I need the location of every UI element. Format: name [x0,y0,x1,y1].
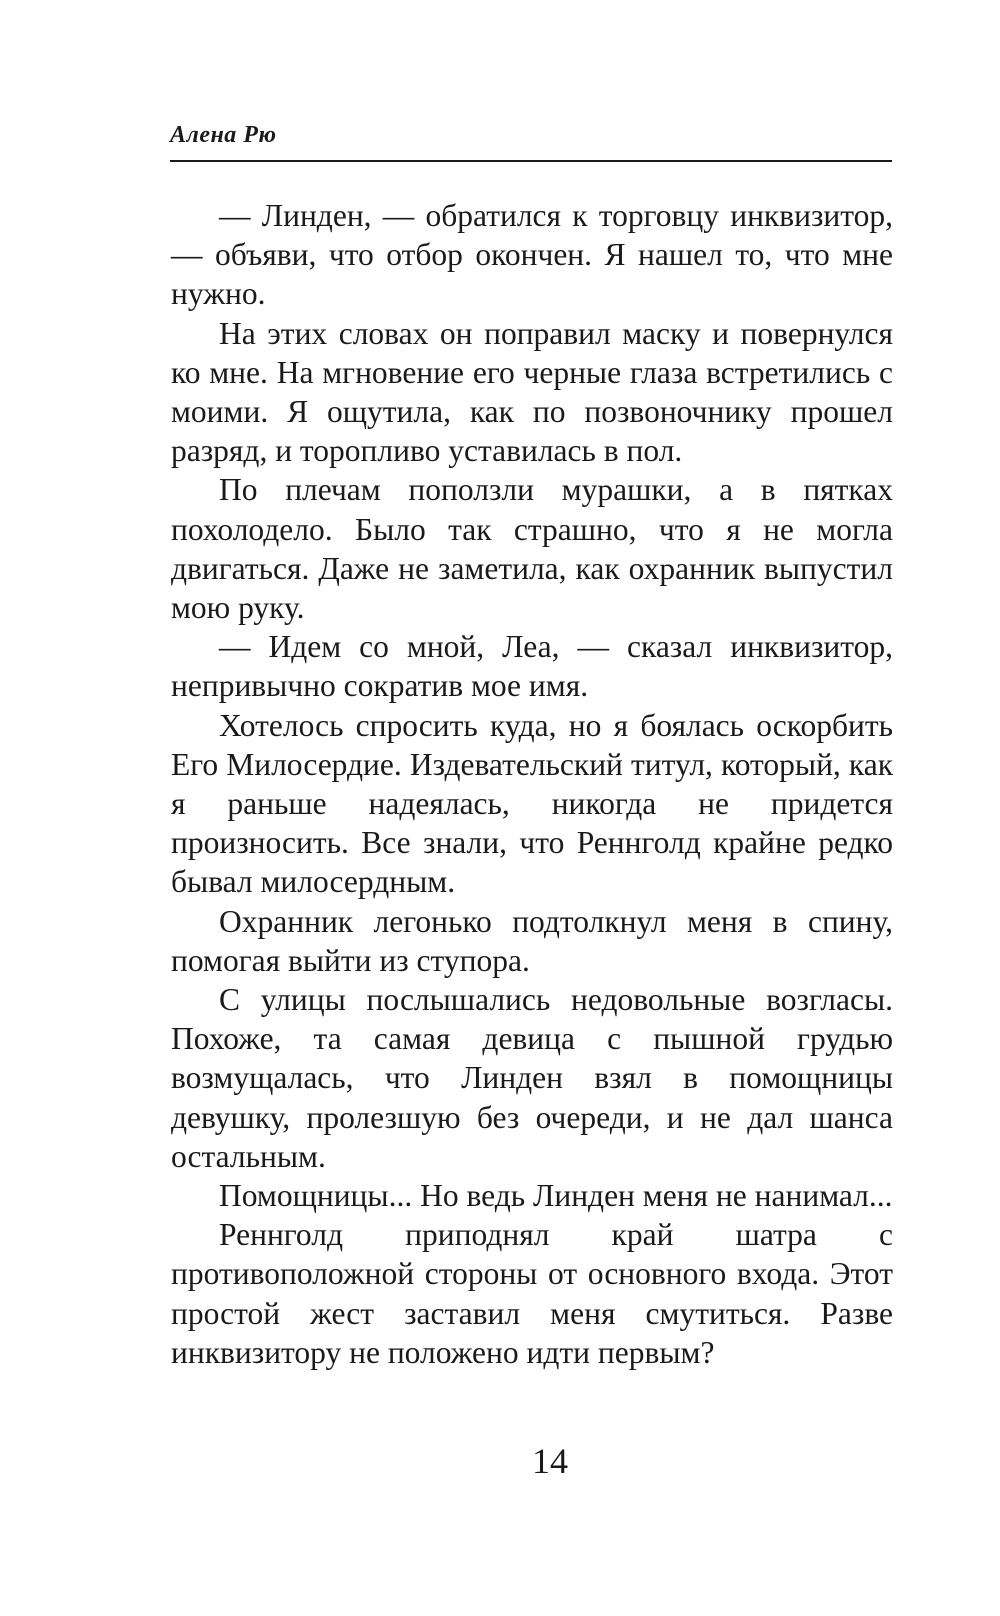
paragraph: — Идем со мной, Леа, — сказал инквизитор, непривычно сократив мое имя. [171,629,893,704]
paragraph: Реннголд приподнял край шатра с противоположной стороны от основного входа. Этот простой жест заставил меня смутиться. Разве инквизитору не положено идти первым? [171,1217,893,1370]
paragraph: Охранник легонько подтолкнул меня в спину, помогая выйти из ступора. [171,903,893,978]
paragraph: На этих словах он поправил маску и повернулся ко мне. На мгновение его черные глаза встретились с моими. Я ощутила, как по позвоночнику прошел разряд, и торопливо уставилась в пол. [171,315,893,469]
page-number: 14 [532,1441,568,1481]
header-rule [170,160,892,162]
paragraph: Хотелось спросить куда, но я боялась оскорбить Его Милосердие. Издевательский титул, который, как я раньше надеялась, никогда не придется произносить. Все знали, что Реннголд крайне редко бывал милосердным. [171,707,893,900]
paragraph: Помощницы... Но ведь Линден меня не нанимал... [219,1178,893,1214]
paragraph: С улицы послышались недовольные возгласы. Похоже, та самая девица с пышной грудью возмущалась, что Линден взял в помощницы девушку, пролезшую без очереди, и не дал шанса остальным. [171,982,893,1174]
running-header-author: Алена Рю [170,122,277,148]
paragraph: — Линден, — обратился к торговцу инквизитор, — объяви, что отбор окончен. Я нашел то, что мне нужно. [171,198,893,312]
paragraph: По плечам поползли мурашки, а в пятках похолодело. Было так страшно, что я не могла двигаться. Даже не заметила, как охранник выпустил мою руку. [171,472,893,626]
body-text [171,196,893,1372]
